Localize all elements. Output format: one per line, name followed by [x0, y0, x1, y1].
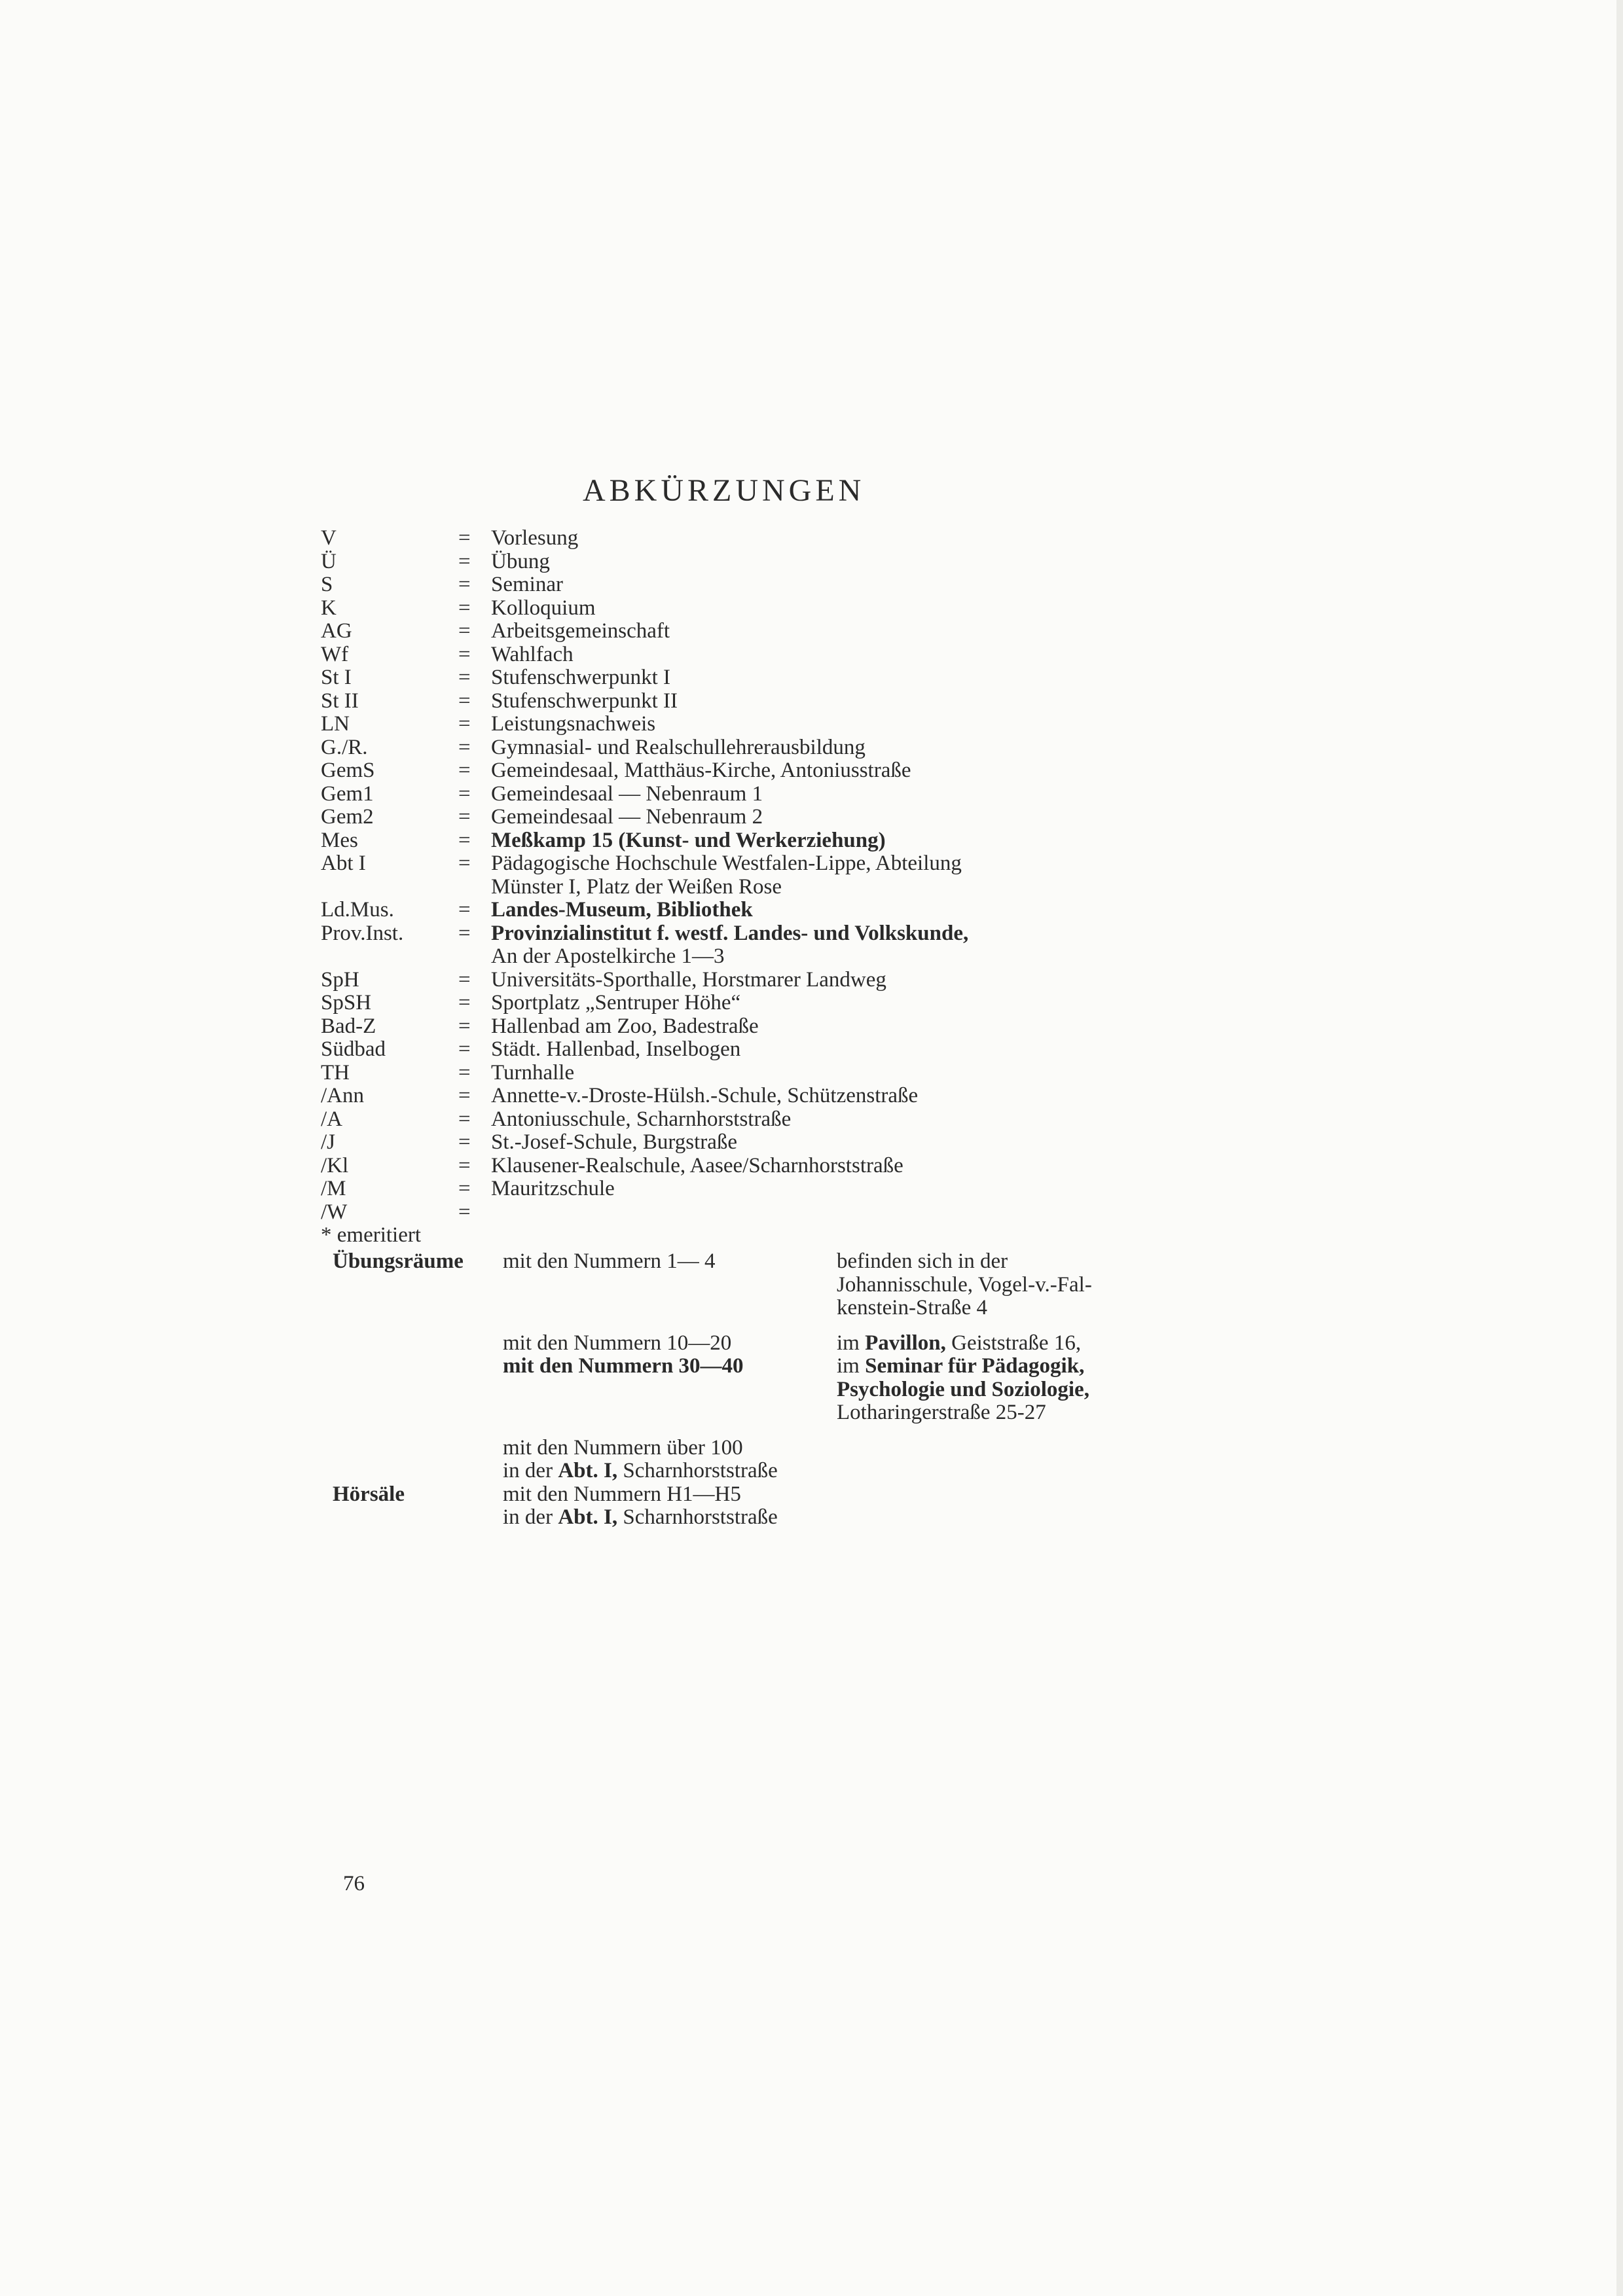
emeritus-note: * emeritiert: [321, 1223, 422, 1247]
abbreviation-meaning: Gemeindesaal — Nebenraum 1: [491, 781, 763, 806]
abbreviation-row: [321, 527, 1192, 550]
abbreviation-row: [321, 1038, 1192, 1062]
abbreviation-meaning: Gemeindesaal, Matthäus-Kirche, Antoniusstraße: [491, 759, 911, 782]
equals-sign: =: [458, 1153, 471, 1177]
abbreviation-row: [321, 620, 1192, 643]
equals-sign: =: [458, 781, 471, 806]
hoersaele-location: in der Abt. I, Scharnhorststraße: [503, 1505, 778, 1529]
equals-sign: =: [458, 805, 471, 829]
equals-sign: =: [458, 1107, 471, 1131]
room-location-1-line-2: Johannisschule, Vogel-v.-Fal-: [837, 1272, 1092, 1297]
equals-sign: =: [458, 828, 471, 852]
room-location-3-line-3: Lotharingerstraße 25-27: [837, 1401, 1046, 1424]
equals-sign: =: [458, 573, 471, 596]
abbreviation-key: St II: [321, 689, 359, 713]
abbreviation-row: [321, 550, 1192, 574]
abbreviation-key: Ü: [321, 549, 337, 573]
hoersaele-label: Hörsäle: [333, 1482, 405, 1506]
abbreviation-meaning: Annette-v.-Droste-Hülsh.-Schule, Schützenstraße: [491, 1084, 919, 1107]
abbreviation-row: [321, 713, 1192, 736]
abbreviation-meaning: Leistungsnachweis: [491, 712, 656, 736]
abbreviation-key: Südbad: [321, 1037, 386, 1061]
room-location-3-line-2: Psychologie und Soziologie,: [837, 1377, 1089, 1401]
abbreviation-meaning: Pädagogische Hochschule Westfalen-Lippe, Abteilung: [491, 852, 962, 875]
abbreviation-meaning: Arbeitsgemeinschaft: [491, 619, 670, 643]
room-location-4: in der Abt. I, Scharnhorststraße: [503, 1459, 778, 1482]
abbreviation-key: Bad-Z: [321, 1014, 376, 1038]
abbreviation-row: [321, 643, 1192, 667]
equals-sign: =: [458, 1200, 471, 1224]
room-location-1-line-1: befinden sich in der: [837, 1249, 1008, 1273]
room-location-2: im Pavillon, Geiststraße 16,: [837, 1331, 1082, 1355]
page-title: ABKÜRZUNGEN: [583, 473, 866, 508]
equals-sign: =: [458, 666, 471, 689]
room-numbers-3: mit den Nummern 30—40: [503, 1354, 744, 1378]
equals-sign: =: [458, 526, 471, 550]
abbreviation-key: Mes: [321, 828, 358, 852]
hoersaele-numbers: mit den Nummern H1—H5: [503, 1482, 741, 1506]
equals-sign: =: [458, 1060, 471, 1085]
abbreviation-key: K: [321, 596, 337, 620]
abbreviation-meaning: St.-Josef-Schule, Burgstraße: [491, 1130, 738, 1154]
abbreviation-key: /Ann: [321, 1084, 364, 1107]
abbreviation-row: [321, 1108, 1192, 1132]
abbreviation-key: /W: [321, 1200, 348, 1224]
equals-sign: =: [458, 596, 471, 620]
equals-sign: =: [458, 852, 471, 875]
abbreviation-meaning: Sportplatz „Sentruper Höhe“: [491, 991, 741, 1014]
abbreviation-key: Abt I: [321, 852, 366, 875]
abbreviation-row: [321, 852, 1192, 876]
equals-sign: =: [458, 921, 471, 945]
abbreviation-key: Wf: [321, 642, 349, 666]
abbreviation-meaning-continued: An der Apostelkirche 1—3: [491, 944, 725, 968]
equals-sign: =: [458, 1084, 471, 1107]
uebungsraeume-label: Übungsräume: [333, 1249, 464, 1273]
equals-sign: =: [458, 759, 471, 782]
page-number: 76: [343, 1872, 365, 1895]
abbreviation-row: [321, 783, 1192, 806]
abbreviation-key: /Kl: [321, 1153, 349, 1177]
abbreviation-key: V: [321, 526, 337, 550]
room-numbers-4: mit den Nummern über 100: [503, 1435, 743, 1460]
abbreviation-row: [321, 690, 1192, 713]
equals-sign: =: [458, 689, 471, 713]
scan-edge: [1616, 0, 1623, 2296]
abbreviation-row: [321, 829, 1192, 853]
abbreviation-meaning: Kolloquium: [491, 596, 596, 620]
abbreviation-row: [321, 992, 1192, 1015]
equals-sign: =: [458, 549, 471, 573]
equals-sign: =: [458, 991, 471, 1014]
abbreviation-row: [321, 969, 1192, 992]
abbreviation-key: AG: [321, 619, 352, 643]
abbreviation-key: S: [321, 573, 333, 596]
abbreviation-meaning-continued: Münster I, Platz der Weißen Rose: [491, 874, 782, 899]
abbreviation-row: [321, 666, 1192, 690]
abbreviation-row: [321, 899, 1192, 922]
equals-sign: =: [458, 642, 471, 666]
rooms-section: [333, 1250, 1190, 1530]
abbreviation-key: Gem2: [321, 805, 374, 829]
abbreviation-meaning: Universitäts-Sporthalle, Horstmarer Landweg: [491, 967, 886, 992]
abbreviation-meaning: Landes-Museum, Bibliothek: [491, 898, 753, 922]
equals-sign: =: [458, 735, 471, 759]
abbreviation-key: /J: [321, 1130, 336, 1154]
equals-sign: =: [458, 1037, 471, 1061]
abbreviation-key: G./R.: [321, 735, 368, 759]
abbreviation-meaning: Mauritzschule: [491, 1177, 615, 1200]
equals-sign: =: [458, 1014, 471, 1038]
equals-sign: =: [458, 898, 471, 922]
abbreviation-row: [321, 597, 1192, 620]
abbreviation-row: [321, 922, 1192, 946]
abbreviation-row: [321, 1177, 1192, 1201]
abbreviation-key: St I: [321, 666, 352, 689]
abbreviation-key: /M: [321, 1177, 346, 1200]
equals-sign: =: [458, 967, 471, 992]
abbreviation-row: [321, 759, 1192, 783]
abbreviation-row: [321, 736, 1192, 760]
equals-sign: =: [458, 712, 471, 736]
abbreviation-row: [321, 1201, 1192, 1225]
abbreviation-meaning: Antoniusschule, Scharnhorststraße: [491, 1107, 792, 1131]
abbreviation-meaning: Seminar: [491, 573, 563, 596]
abbreviation-meaning: Gymnasial- und Realschullehrerausbildung: [491, 735, 866, 759]
abbreviation-list: [321, 527, 1192, 1247]
room-location-3-line-1: im Seminar für Pädagogik,: [837, 1354, 1085, 1378]
abbreviation-row: [321, 1131, 1192, 1155]
abbreviation-meaning: Stufenschwerpunkt II: [491, 689, 678, 713]
abbreviation-key: /A: [321, 1107, 342, 1131]
abbreviation-meaning: Vorlesung: [491, 526, 579, 550]
equals-sign: =: [458, 619, 471, 643]
abbreviation-meaning: Turnhalle: [491, 1060, 575, 1085]
abbreviation-row: [321, 1015, 1192, 1039]
abbreviation-meaning: Übung: [491, 549, 550, 573]
abbreviation-meaning: Gemeindesaal — Nebenraum 2: [491, 805, 763, 829]
room-numbers-2: mit den Nummern 10—20: [503, 1331, 732, 1355]
abbreviation-row: [321, 806, 1192, 829]
abbreviation-row: [321, 1155, 1192, 1178]
abbreviation-key: Gem1: [321, 781, 374, 806]
abbreviation-key: LN: [321, 712, 350, 736]
abbreviation-meaning: Meßkamp 15 (Kunst- und Werkerziehung): [491, 828, 886, 852]
abbreviation-row: [321, 1085, 1192, 1108]
abbreviation-meaning: Provinzialinstitut f. westf. Landes- und Volkskunde,: [491, 921, 969, 945]
abbreviation-key: Ld.Mus.: [321, 898, 394, 922]
abbreviation-key: SpSH: [321, 991, 372, 1014]
abbreviation-meaning: Städt. Hallenbad, Inselbogen: [491, 1037, 741, 1061]
abbreviation-meaning: Stufenschwerpunkt I: [491, 666, 671, 689]
abbreviation-key: TH: [321, 1060, 350, 1085]
abbreviation-key: Prov.Inst.: [321, 921, 404, 945]
abbreviation-meaning: Klausener-Realschule, Aasee/Scharnhorststraße: [491, 1153, 903, 1177]
abbreviation-meaning: Hallenbad am Zoo, Badestraße: [491, 1014, 759, 1038]
abbreviation-row: [321, 573, 1192, 597]
abbreviation-key: SpH: [321, 967, 359, 992]
abbreviation-key: GemS: [321, 759, 375, 782]
equals-sign: =: [458, 1177, 471, 1200]
abbreviation-row: [321, 1062, 1192, 1085]
equals-sign: =: [458, 1130, 471, 1154]
room-numbers-1: mit den Nummern 1— 4: [503, 1249, 716, 1273]
room-location-1-line-3: kenstein-Straße 4: [837, 1296, 988, 1319]
abbreviation-meaning: Wahlfach: [491, 642, 574, 666]
